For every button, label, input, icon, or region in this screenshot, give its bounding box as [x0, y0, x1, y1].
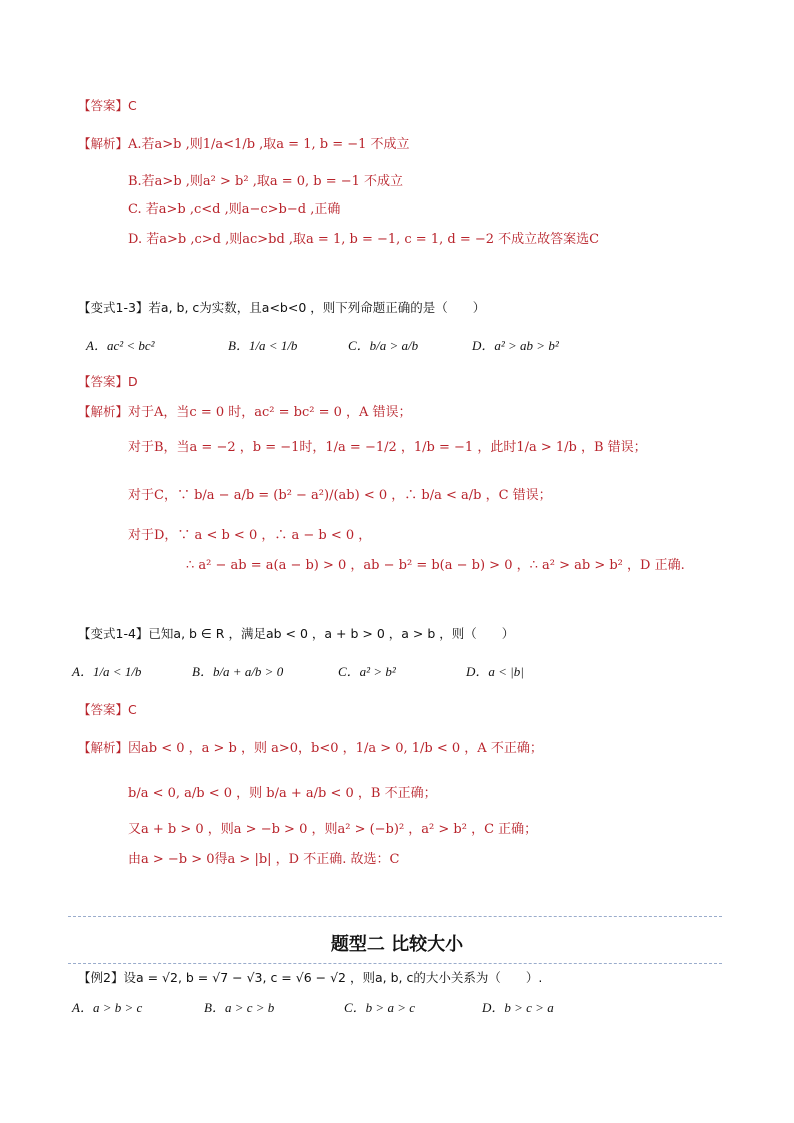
analysis-text-a: A.若a>b ,则1/a<1/b ,取a = 1, b = −1 不成立 — [128, 137, 410, 152]
answer-row — [78, 372, 138, 393]
analysis-tag: 【解析】 — [78, 740, 129, 755]
question-text: 设a = √2, b = √7 − √3, c = √6 − √2 ，则a, b, c的大小关系为（ ）. — [123, 970, 543, 985]
answer-tag: 【答案】 — [78, 702, 129, 717]
option-b: B．a > c > b — [204, 1000, 275, 1015]
analysis-line-2: 对于B，当a = −2 ，b = −1时，1/a = −1/2 ，1/b = −1 ，此时1/a > 1/b ，B 错误； — [128, 440, 647, 455]
variant-tag: 【变式1-4】 — [78, 626, 149, 641]
option-d: D．a² > ab > b² — [472, 338, 559, 353]
option-c: C．a² > b² — [338, 664, 396, 679]
analysis-line-3: 又a + b > 0 ，则a > −b > 0 ，则a² > (−b)² ，a² > b² ，C 正确； — [128, 822, 538, 837]
question-text: 已知a, b ∈ R ，满足ab < 0 ，a + b > 0 ，a > b ，则（ ） — [148, 626, 515, 641]
variant-1-3-question — [78, 298, 485, 319]
analysis-tag: 【解析】 — [78, 136, 129, 151]
analysis-line-1 — [78, 738, 543, 759]
analysis-line-1 — [78, 402, 412, 423]
variant-1-4-question — [78, 624, 514, 645]
example-tag: 【例2】 — [78, 970, 124, 985]
variant-tag: 【变式1-3】 — [78, 300, 149, 315]
answer-value: C — [128, 702, 137, 717]
answer-tag: 【答案】 — [78, 374, 129, 389]
question-text: 若a, b, c为实数，且a<b<0 ，则下列命题正确的是（ ） — [148, 300, 486, 315]
option-a: A．ac² < bc² — [86, 338, 155, 353]
analysis-line-a — [78, 134, 410, 155]
option-b: B．b/a + a/b > 0 — [192, 664, 284, 679]
answer-row — [78, 700, 137, 721]
analysis-text-1: 对于A，当c = 0 时，ac² = bc² = 0 ，A 错误； — [128, 405, 412, 420]
answer-value: D — [128, 374, 138, 389]
option-a: A．1/a < 1/b — [72, 664, 142, 679]
section-divider-top — [68, 916, 722, 917]
answer-row — [78, 96, 137, 117]
analysis-line-c: C. 若a>b ,c<d ,则a−c>b−d ,正确 — [128, 202, 341, 217]
analysis-tag: 【解析】 — [78, 404, 129, 419]
section-title: 题型二 比较大小 — [330, 934, 464, 955]
option-d: D．a < |b| — [466, 664, 524, 679]
section-divider-bottom — [68, 963, 722, 964]
option-b: B．1/a < 1/b — [228, 338, 298, 353]
analysis-line-d: D. 若a>b ,c>d ,则ac>bd ,取a = 1, b = −1, c = 1, d = −2 不成立故答案选C — [128, 232, 600, 247]
analysis-line-3: 对于C，∵ b/a − a/b = (b² − a²)/(ab) < 0 ，∴ b/a < a/b ，C 错误； — [128, 488, 552, 503]
option-d: D．b > c > a — [482, 1000, 554, 1015]
example-2-question — [78, 968, 542, 989]
analysis-line-5: ∴ a² − ab = a(a − b) > 0 ，ab − b² = b(a − b) > 0 ，∴ a² > ab > b² ，D 正确. — [186, 558, 685, 573]
answer-tag: 【答案】 — [78, 98, 129, 113]
analysis-line-4: 由a > −b > 0得a > |b| ，D 不正确. 故选：C — [128, 852, 400, 867]
analysis-line-4: 对于D，∵ a < b < 0 ，∴ a − b < 0 ， — [128, 528, 372, 543]
answer-value: C — [128, 98, 137, 113]
option-c: C．b > a > c — [344, 1000, 415, 1015]
analysis-text-1: 因ab < 0 ，a > b ，则 a>0，b<0 ，1/a > 0, 1/b < 0 ，A 不正确； — [128, 741, 543, 756]
analysis-line-2: b/a < 0, a/b < 0 ，则 b/a + a/b < 0 ，B 不正确； — [128, 786, 437, 801]
option-a: A．a > b > c — [72, 1000, 143, 1015]
analysis-line-b: B.若a>b ,则a² > b² ,取a = 0, b = −1 不成立 — [128, 174, 404, 189]
option-c: C．b/a > a/b — [348, 338, 419, 353]
